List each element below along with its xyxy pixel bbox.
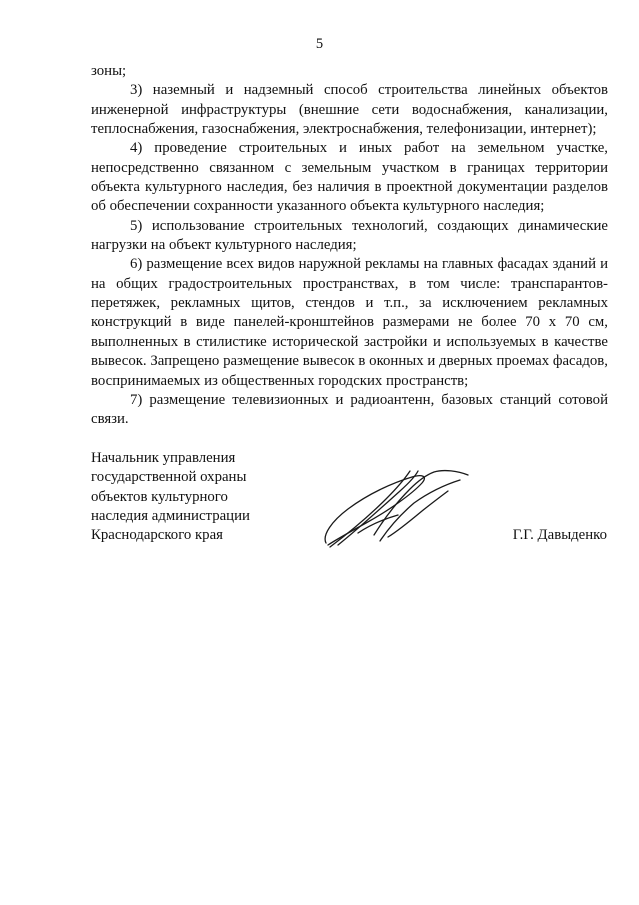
document-body (91, 62, 608, 430)
signatory-title-line: государственной охраны (91, 469, 247, 486)
list-item-7: 7) размещение телевизионных и радиоантенн, базовых станций сотовой связи. (91, 391, 608, 428)
signer-name: Г.Г. Давыденко (512, 527, 607, 543)
signatory-title-line: объектов культурного (91, 488, 228, 505)
paragraph-continuation: зоны; (91, 63, 127, 79)
list-item-5: 5) использование строительных технологий, создающих динамические нагрузки на объект культурного наследия; (91, 217, 608, 254)
signatory-title-line: наследия администрации (91, 508, 250, 525)
signatory-title-line: Начальник управления (91, 450, 236, 466)
list-item-4: 4) проведение строительных и иных работ на земельном участке, непосредственно связанном с земельным участком в границах территории объекта культурного наследия, без наличия в проектной документации разделов об обеспечении сохранности указанного объекта культурного наследия; (91, 140, 608, 215)
handwritten-signature (318, 463, 478, 553)
list-item-3: 3) наземный и надземный способ строительства линейных объектов инженерной инфраструктуры (внешние сети водоснабжения, канализации, теплоснабжения, газоснабжения, электроснабжения, телефонизации, интернет); (91, 82, 608, 138)
signatory-title-line: Краснодарского края (91, 527, 223, 544)
signatory-title (91, 449, 250, 546)
page-number: 5 (315, 36, 324, 52)
list-item-6: 6) размещение всех видов наружной рекламы на главных фасадах зданий и на общих градостроительных пространствах, в том числе: транспарантов-перетяжек, рекламных щитов, стендов и т.п., за исключением рекламных конструкций в виде панелей-кронштейнов размерами не более 70 х 70 см, выполненных в стилистике исторической застройки и используемых в качестве вывесок. Запрещено размещение вывесок в оконных и дверных проемах фасадов, воспринимаемых из общественных городских пространств; (91, 256, 608, 389)
